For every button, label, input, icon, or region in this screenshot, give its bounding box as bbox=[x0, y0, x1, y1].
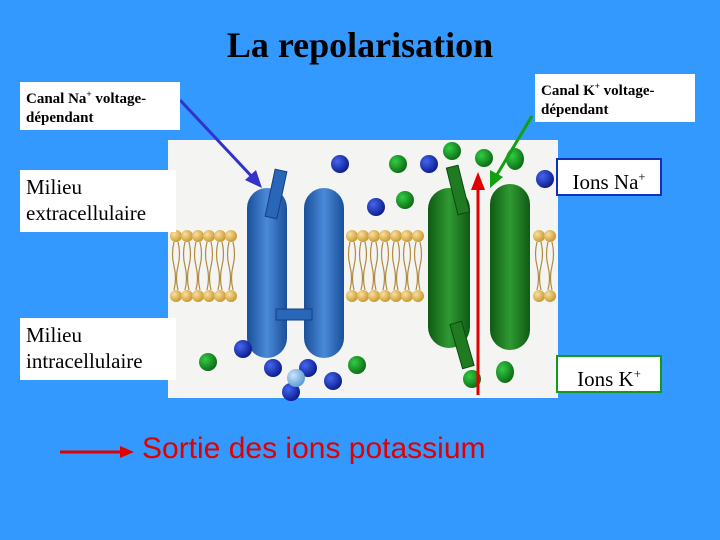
lipid-head bbox=[401, 230, 413, 242]
na-channel-label: Canal Na+ voltage- dépendant bbox=[20, 82, 180, 130]
extracellular-label: Milieu extracellulaire bbox=[20, 170, 176, 232]
lipid-head bbox=[346, 290, 358, 302]
lipid-head bbox=[412, 230, 424, 242]
lipid-head bbox=[533, 230, 545, 242]
k-channel-label: Canal K+ voltage- dépendant bbox=[535, 74, 695, 122]
lipid-head bbox=[192, 230, 204, 242]
lipid-head bbox=[533, 290, 545, 302]
lipid-head bbox=[368, 290, 380, 302]
lipid-head bbox=[379, 290, 391, 302]
lipid-head bbox=[544, 230, 556, 242]
sodium-ions-label: Ions Na+ bbox=[556, 158, 662, 196]
lipid-head bbox=[203, 290, 215, 302]
legend-red-arrow bbox=[60, 446, 134, 458]
ion-inside-channel bbox=[287, 369, 305, 387]
lipid-head bbox=[412, 290, 424, 302]
lipid-head bbox=[390, 230, 402, 242]
lipid-head bbox=[214, 290, 226, 302]
potassium-ions-label: Ions K+ bbox=[556, 355, 662, 393]
lipid-head bbox=[357, 290, 369, 302]
lipid-head bbox=[181, 290, 193, 302]
lipid-head bbox=[192, 290, 204, 302]
lipid-head bbox=[544, 290, 556, 302]
lipid-head bbox=[368, 230, 380, 242]
lipid-head bbox=[346, 230, 358, 242]
lipid-head bbox=[357, 230, 369, 242]
lipid-head bbox=[170, 290, 182, 302]
lipid-head bbox=[225, 230, 237, 242]
lipid-head bbox=[203, 230, 215, 242]
slide-title: La repolarisation bbox=[226, 25, 494, 65]
lipid-head bbox=[390, 290, 402, 302]
lipid-head bbox=[225, 290, 237, 302]
legend-caption: Sortie des ions potassium bbox=[142, 432, 486, 465]
lipid-head bbox=[181, 230, 193, 242]
intracellular-label: Milieu intracellulaire bbox=[20, 318, 176, 380]
lipid-head bbox=[401, 290, 413, 302]
lipid-head bbox=[379, 230, 391, 242]
lipid-head bbox=[214, 230, 226, 242]
